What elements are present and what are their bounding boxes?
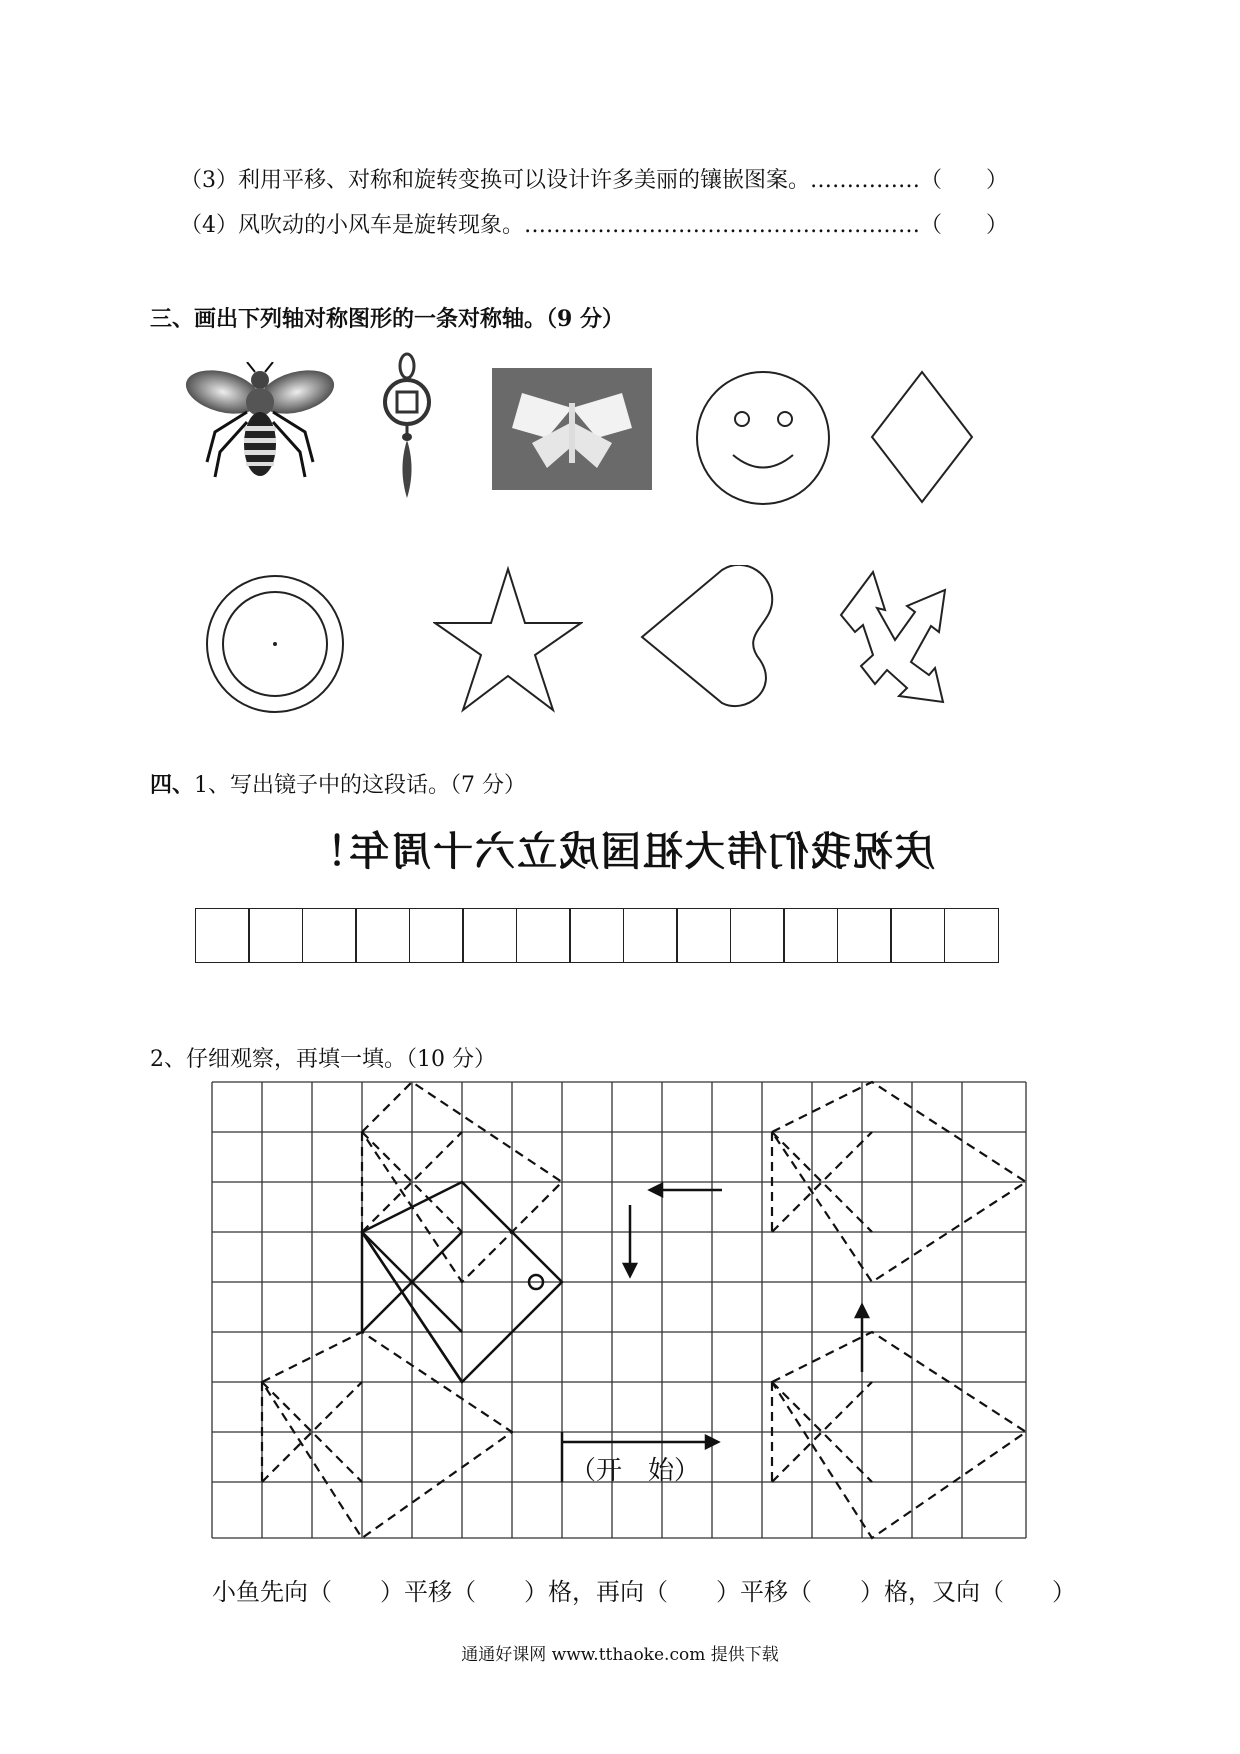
start-label: （开 始） — [570, 1456, 701, 1486]
section-4-title-text: 1、写出镜子中的这段话。（7 分） — [194, 773, 527, 798]
section-4-title — [150, 768, 526, 799]
answer-box[interactable] — [623, 908, 678, 963]
smiley-face-figure — [693, 368, 833, 508]
answer-box[interactable] — [462, 908, 517, 963]
answer-box[interactable] — [302, 908, 357, 963]
star-figure — [433, 565, 583, 715]
answer-box[interactable] — [944, 908, 999, 963]
butterfly-photo-figure — [492, 368, 652, 490]
answer-box[interactable] — [569, 908, 624, 963]
answer-box[interactable] — [355, 908, 410, 963]
answer-box[interactable] — [837, 908, 892, 963]
answer-box[interactable] — [409, 908, 464, 963]
question-2-title: 2、仔细观察，再填一填。（10 分） — [150, 1047, 496, 1072]
arrow-shape-figure — [833, 570, 973, 710]
statement-4: （4）风吹动的小风车是旋转现象。………………………………………………（ ） — [180, 213, 1008, 238]
knot-pendant-figure — [380, 352, 435, 502]
answer-box[interactable] — [516, 908, 571, 963]
answer-box[interactable] — [676, 908, 731, 963]
answer-box[interactable] — [890, 908, 945, 963]
answer-box[interactable] — [248, 908, 303, 963]
answer-boxes — [196, 908, 999, 963]
heart-figure — [640, 565, 775, 710]
answer-box[interactable] — [730, 908, 785, 963]
fill-in-sentence: 小鱼先向（ ）平移（ ）格，再向（ ）平移（ ）格，又向（ ） — [212, 1578, 1076, 1606]
bee-figure — [185, 362, 335, 492]
mirror-text — [0, 820, 1240, 877]
answer-box[interactable] — [195, 908, 250, 963]
section-3-title: 三、画出下列轴对称图形的一条对称轴。（9 分） — [150, 306, 624, 332]
rhombus-figure — [870, 370, 975, 505]
concentric-circles-figure — [205, 574, 345, 714]
answer-box[interactable] — [783, 908, 838, 963]
statement-3: （3）利用平移、对称和旋转变换可以设计许多美丽的镶嵌图案。……………（ ） — [180, 168, 1008, 193]
mirrored-sentence: 庆祝我们伟大祖国成立六十周年！ — [305, 829, 935, 875]
footer-text: 通通好课网 www.tthaoke.com 提供下载 — [461, 1645, 779, 1665]
section-4-prefix: 四、 — [150, 772, 195, 798]
